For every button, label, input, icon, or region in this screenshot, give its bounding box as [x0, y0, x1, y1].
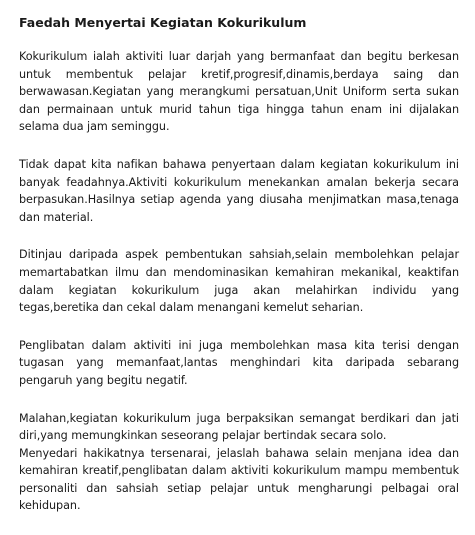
paragraph-character: Ditinjau daripada aspek pembentukan sahsiah,selain membolehkan pelajar memartabatkan ilmu dan mendominasikan kemahiran mekanikal, keaktifan dalam kegiatan kokurikulum juga akan melahirkan individu yang tegas,beretika dan cekal dalam menangani kemelut seharian.	[19, 248, 459, 315]
paragraph-independence: Malahan,kegiatan kokurikulum juga berpaksikan semangat berdikari dan jati diri,yang memungkinkan seseorang pelajar bertindak secara solo.	[19, 411, 459, 443]
paragraph-intro: Kokurikulum ialah aktiviti luar darjah yang bermanfaat dan begitu berkesan untuk membentuk pelajar kretif,progresif,dinamis,berdaya saing dan berwawasan.Kegiatan yang merangkumi persatuan,Unit Uniform serta sukan dan permainaan untuk murid tahun tiga hingga tahun enam ini dijalakan selama dua jam seminggu.	[19, 50, 459, 134]
paragraph-teamwork: Tidak dapat kita nafikan bahawa penyertaan dalam kegiatan kokurikulum ini banyak feadahnya.Aktiviti kokurikulum menekankan amalan bekerja secara berpasukan.Hasilnya setiap agenda yang diusaha menjimatkan masa,tenaga dan material.	[19, 157, 459, 224]
document-title: Faedah Menyertai Kegiatan Kokurikulum	[19, 15, 307, 30]
paragraph-time-usage: Penglibatan dalam aktiviti ini juga membolehkan masa kita terisi dengan tugasan yang memanfaat,lantas menghindari kita daripada sebarang pengaruh yang begitu negatif.	[19, 338, 459, 387]
document	[19, 14, 459, 535]
paragraph-conclusion: Menyedari hakikatnya tersenarai, jelaslah bahawa selain menjana idea dan kemahiran kreatif,penglibatan dalam aktiviti kokurikulum mampu membentuk personaliti dan sahsiah setiap pelajar untuk mengharungi pelbagai oral kehidupan.	[19, 446, 459, 513]
